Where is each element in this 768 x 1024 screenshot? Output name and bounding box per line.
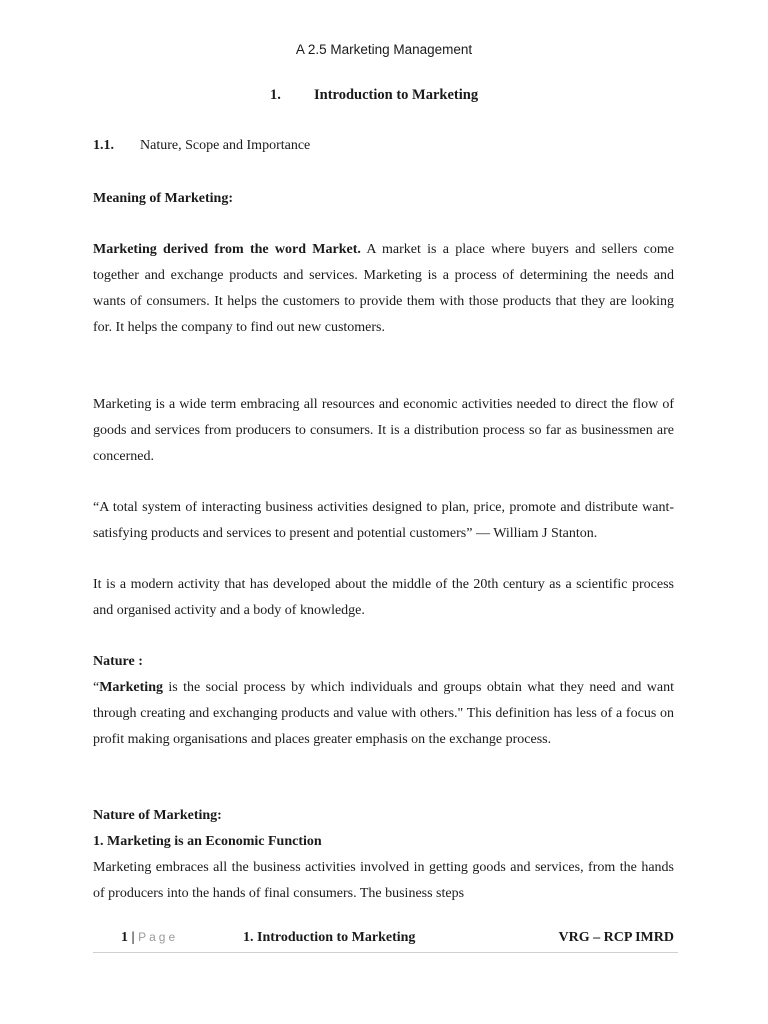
section-heading xyxy=(93,138,310,154)
meaning-heading: Meaning of Marketing: xyxy=(93,191,233,206)
economic-function-text: Marketing embraces all the business activities involved in getting goods and services, from the hands of producers into the hands of final consumers. The business steps xyxy=(93,860,674,901)
economic-function-heading: 1. Marketing is an Economic Function xyxy=(93,834,322,849)
section-title: Nature, Scope and Importance xyxy=(140,138,311,153)
section-number: 1.1. xyxy=(93,138,114,153)
nature-heading: Nature : xyxy=(93,654,143,669)
nature-of-marketing-block xyxy=(93,803,674,907)
chapter-title xyxy=(270,87,478,104)
nature-block xyxy=(93,649,674,753)
meaning-block xyxy=(93,186,674,212)
meaning-paragraph-1 xyxy=(93,237,674,341)
page-header: A 2.5 Marketing Management xyxy=(295,42,473,57)
footer-org: VRG – RCP IMRD xyxy=(558,930,674,945)
chapter-title-text: Introduction to Marketing xyxy=(314,87,479,103)
footer-chapter: 1. Introduction to Marketing xyxy=(243,930,416,945)
page-footer xyxy=(93,928,678,953)
nature-quote: “Marketing is the social process by which individuals and groups obtain what they need and want through creating and exchanging products and value with others." This definition has less of a focus on profit making organisations and places greater emphasis on the exchange process. xyxy=(93,680,674,747)
footer-page-number: 1 | Page xyxy=(121,930,179,945)
meaning-paragraph-3: It is a modern activity that has developed about the middle of the 20th century as a scientific process and organised activity and a body of knowledge. xyxy=(93,577,674,618)
nature-of-marketing-heading: Nature of Marketing: xyxy=(93,808,222,823)
meaning-text: A market is a place where buyers and sellers come together and exchange products and services. Marketing is a process of determining the needs and wants of consumers. It helps the customers to provide them with those products that they are looking for. It helps the company to find out new customers. xyxy=(93,242,674,335)
chapter-number: 1. xyxy=(270,87,281,103)
meaning-lead: Marketing derived from the word Market. xyxy=(93,242,361,257)
stanton-quote: “A total system of interacting business activities designed to plan, price, promote and distribute want-satisfying products and services to present and potential customers” — William J Stanton. xyxy=(93,500,674,541)
meaning-paragraph-2: Marketing is a wide term embracing all resources and economic activities needed to direct the flow of goods and services from producers to consumers. It is a distribution process so far as businessmen are concerned. xyxy=(93,397,674,464)
